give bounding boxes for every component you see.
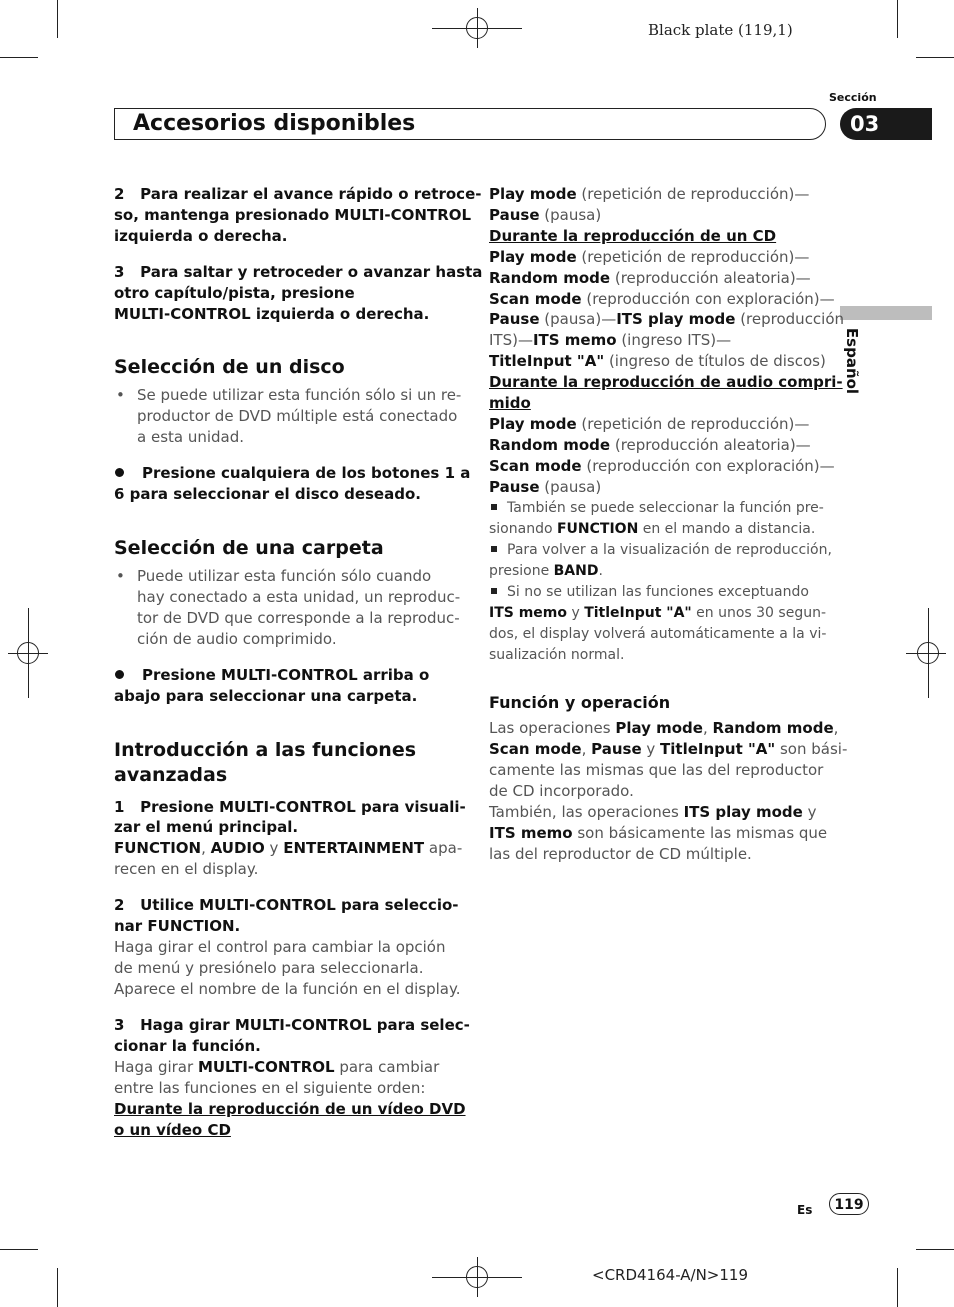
heading-seleccion-carpeta: Selección de una carpeta bbox=[114, 537, 384, 559]
mode-line: Play mode (repetición de reproducción)— bbox=[489, 248, 810, 266]
crop-mark-top-left-v bbox=[57, 0, 58, 38]
step-3-line-1: 3 Para saltar y retroceder o avanzar hasta bbox=[114, 263, 483, 281]
mode-line: Pause (pausa)—ITS play mode (reproducción bbox=[489, 310, 845, 328]
carpeta-action-line-2: abajo para seleccionar una carpeta. bbox=[114, 687, 418, 705]
action-bullet bbox=[115, 468, 124, 477]
crop-mark-bottom-left-h bbox=[0, 1249, 38, 1250]
disco-action-line-2: 6 para seleccionar el disco deseado. bbox=[114, 485, 421, 503]
intro-step-3-text-1: Haga girar MULTI-CONTROL para cambiar bbox=[114, 1058, 440, 1076]
step-2-line-1: 2 Para realizar el avance rápido o retroce- bbox=[114, 185, 482, 203]
carpeta-bullet-line-2: hay conectado a esta unidad, un reproduc- bbox=[137, 588, 461, 606]
intro-step-3-line-2: cionar la función. bbox=[114, 1037, 261, 1055]
heading-intro-line-1: Introducción a las funciones bbox=[114, 739, 417, 761]
section-number: 03 bbox=[850, 112, 880, 136]
func-line-2: Scan mode, Pause y TitleInput "A" son bási- bbox=[489, 740, 848, 758]
func-line-5: También, las operaciones ITS play mode y bbox=[489, 803, 817, 821]
step-3-line-2: otro capítulo/pista, presione bbox=[114, 284, 355, 302]
mode-line: Pause (pausa) bbox=[489, 478, 602, 496]
action-bullet bbox=[115, 670, 124, 679]
note-2-line-1: Para volver a la visualización de reproducción, bbox=[489, 540, 832, 561]
section-number-badge bbox=[840, 108, 932, 140]
header-title: Accesorios disponibles bbox=[133, 111, 416, 136]
note-3-line-2: ITS memo y TitleInput "A" en unos 30 segun- bbox=[489, 605, 827, 621]
crop-mark-top-right-h bbox=[916, 57, 954, 58]
heading-intro-line-2: avanzadas bbox=[114, 764, 228, 786]
intro-step-1-line-3: FUNCTION, AUDIO y ENTERTAINMENT apa- bbox=[114, 839, 463, 857]
crop-mark-bottom-left-v bbox=[57, 1268, 58, 1307]
step-2-line-3: izquierda o derecha. bbox=[114, 227, 288, 245]
square-bullet-icon bbox=[491, 504, 497, 510]
compressed-audio-heading-1: Durante la reproducción de audio compri- bbox=[489, 373, 843, 391]
note-3-line-4: sualización normal. bbox=[489, 647, 625, 663]
bullet-mark: • bbox=[116, 567, 125, 585]
document-code: <CRD4164-A/N>119 bbox=[592, 1266, 749, 1284]
mode-line: Scan mode (reproducción con exploración)— bbox=[489, 290, 835, 308]
func-line-6: ITS memo son básicamente las mismas que bbox=[489, 824, 828, 842]
crop-mark-top-right-v bbox=[897, 0, 898, 38]
intro-step-2-text-3: Aparece el nombre de la función en el display. bbox=[114, 980, 461, 998]
intro-step-2-text-2: de menú y presiónelo para seleccionarla. bbox=[114, 959, 424, 977]
intro-step-3-line-1: 3 Haga girar MULTI-CONTROL para selec- bbox=[114, 1016, 470, 1034]
intro-step-2-line-1: 2 Utilice MULTI-CONTROL para seleccio- bbox=[114, 896, 459, 914]
mode-line: ITS)—ITS memo (ingreso ITS)— bbox=[489, 331, 732, 349]
disco-bullet-line-2: productor de DVD múltiple está conectado bbox=[137, 407, 458, 425]
disco-bullet-line-1: Se puede utilizar esta función sólo si un re- bbox=[137, 386, 462, 404]
dvd-mode-heading-2: o un vídeo CD bbox=[114, 1121, 231, 1139]
heading-funcion-operacion: Función y operación bbox=[489, 693, 671, 712]
seccion-label: Sección bbox=[829, 91, 877, 104]
carpeta-action-line-1: Presione MULTI-CONTROL arriba o bbox=[142, 666, 430, 684]
step-2-line-2: so, mantenga presionado MULTI-CONTROL bbox=[114, 206, 472, 224]
mode-line: TitleInput "A" (ingreso de títulos de discos) bbox=[489, 352, 826, 370]
intro-step-2-line-2: nar FUNCTION. bbox=[114, 917, 241, 935]
func-line-1: Las operaciones Play mode, Random mode, bbox=[489, 719, 839, 737]
square-bullet-icon bbox=[491, 546, 497, 552]
side-tab-label: Español bbox=[843, 327, 861, 395]
compressed-audio-heading-2: mido bbox=[489, 394, 531, 412]
cd-mode-heading: Durante la reproducción de un CD bbox=[489, 227, 777, 245]
mode-line: Pause (pausa) bbox=[489, 206, 602, 224]
dvd-mode-heading-1: Durante la reproducción de un vídeo DVD bbox=[114, 1100, 466, 1118]
func-line-7: las del reproductor de CD múltiple. bbox=[489, 845, 752, 863]
disco-action-line-1: Presione cualquiera de los botones 1 a bbox=[142, 464, 471, 482]
func-line-3: camente las mismas que las del reproductor bbox=[489, 761, 824, 779]
note-2-line-2: presione BAND. bbox=[489, 563, 603, 579]
page-number: 119 bbox=[834, 1197, 864, 1213]
disco-bullet-line-3: a esta unidad. bbox=[137, 428, 245, 446]
mode-line: Play mode (repetición de reproducción)— bbox=[489, 185, 810, 203]
func-line-4: de CD incorporado. bbox=[489, 782, 634, 800]
intro-step-1-line-1: 1 Presione MULTI-CONTROL para visuali- bbox=[114, 798, 466, 816]
mode-line: Scan mode (reproducción con exploración)— bbox=[489, 457, 835, 475]
header-title-box bbox=[114, 108, 826, 140]
intro-step-1-line-4: recen en el display. bbox=[114, 860, 259, 878]
note-3-line-3: dos, el display volverá automáticamente a la vi- bbox=[489, 626, 827, 642]
heading-seleccion-disco: Selección de un disco bbox=[114, 356, 345, 378]
crop-mark-bottom-right-v bbox=[897, 1268, 898, 1307]
bullet-mark: • bbox=[116, 386, 125, 404]
carpeta-bullet-line-3: tor de DVD que corresponde a la reproduc- bbox=[137, 609, 460, 627]
footer-lang: Es bbox=[797, 1203, 813, 1217]
mode-line: Play mode (repetición de reproducción)— bbox=[489, 415, 810, 433]
note-1-line-2: sionando FUNCTION en el mando a distancia. bbox=[489, 521, 816, 537]
intro-step-3-text-2: entre las funciones en el siguiente orden: bbox=[114, 1079, 426, 1097]
plate-label: Black plate (119,1) bbox=[648, 21, 793, 39]
note-1-line-1: También se puede seleccionar la función pre- bbox=[489, 498, 824, 519]
square-bullet-icon bbox=[491, 588, 497, 594]
carpeta-bullet-line-4: ción de audio comprimido. bbox=[137, 630, 337, 648]
page-number-badge bbox=[829, 1193, 869, 1215]
mode-line: Random mode (reproducción aleatoria)— bbox=[489, 436, 811, 454]
note-3-line-1: Si no se utilizan las funciones exceptuando bbox=[489, 582, 809, 603]
carpeta-bullet-line-1: Puede utilizar esta función sólo cuando bbox=[137, 567, 432, 585]
intro-step-1-line-2: zar el menú principal. bbox=[114, 818, 299, 836]
crop-mark-bottom-right-h bbox=[916, 1249, 954, 1250]
intro-step-2-text-1: Haga girar el control para cambiar la opción bbox=[114, 938, 446, 956]
mode-line: Random mode (reproducción aleatoria)— bbox=[489, 269, 811, 287]
crop-mark-top-left-h bbox=[0, 57, 38, 58]
side-tab-bar bbox=[840, 306, 932, 320]
step-3-line-3: MULTI-CONTROL izquierda o derecha. bbox=[114, 305, 430, 323]
